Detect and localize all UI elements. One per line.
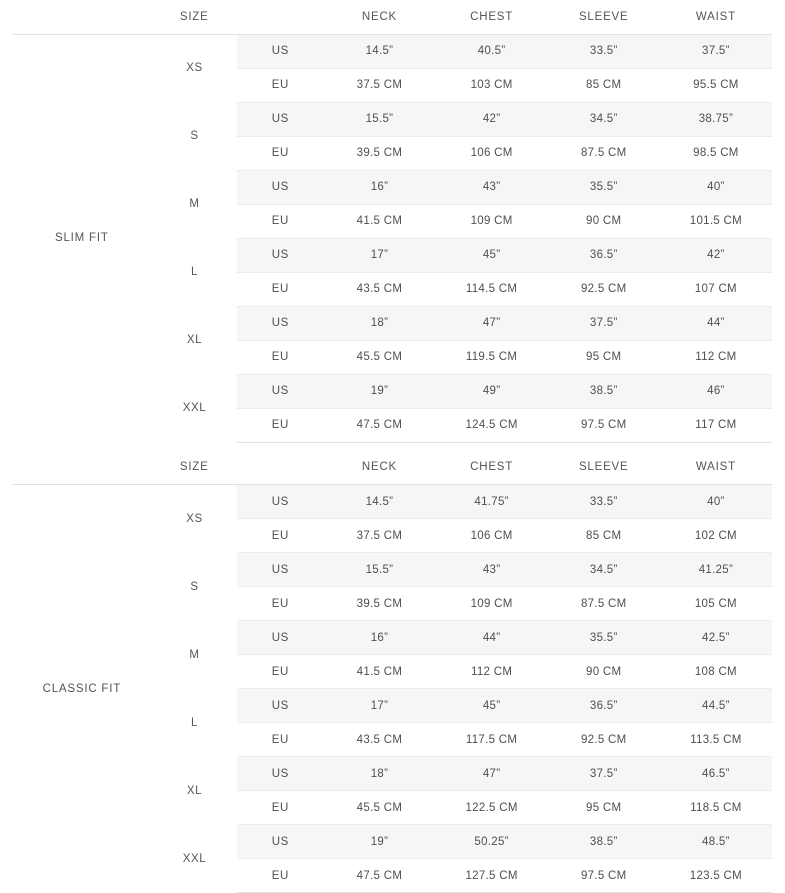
chest-value: 127.5 CM bbox=[436, 859, 548, 893]
sleeve-value: 33.5” bbox=[548, 485, 660, 519]
neck-value: 17” bbox=[323, 238, 435, 272]
chest-value: 42” bbox=[436, 102, 548, 136]
sleeve-value: 92.5 CM bbox=[548, 723, 660, 757]
waist-value: 44” bbox=[660, 306, 772, 340]
sleeve-value: 90 CM bbox=[548, 655, 660, 689]
unit-cell: EU bbox=[237, 655, 323, 689]
neck-value: 47.5 CM bbox=[323, 408, 435, 442]
chest-value: 117.5 CM bbox=[436, 723, 548, 757]
sleeve-value: 34.5” bbox=[548, 102, 660, 136]
size-label: XS bbox=[151, 485, 237, 553]
sleeve-value: 97.5 CM bbox=[548, 408, 660, 442]
table-header-row bbox=[13, 451, 772, 485]
column-header: SLEEVE bbox=[548, 451, 660, 485]
neck-value: 17” bbox=[323, 689, 435, 723]
table-header-row bbox=[13, 0, 772, 34]
unit-cell: EU bbox=[237, 791, 323, 825]
waist-value: 118.5 CM bbox=[660, 791, 772, 825]
fit-label: CLASSIC FIT bbox=[13, 485, 151, 893]
chest-value: 43” bbox=[436, 170, 548, 204]
chest-value: 47” bbox=[436, 306, 548, 340]
chest-value: 124.5 CM bbox=[436, 408, 548, 442]
sleeve-value: 92.5 CM bbox=[548, 272, 660, 306]
waist-value: 101.5 CM bbox=[660, 204, 772, 238]
neck-value: 19” bbox=[323, 825, 435, 859]
chest-value: 45” bbox=[436, 689, 548, 723]
size-label: XL bbox=[151, 306, 237, 374]
chest-value: 103 CM bbox=[436, 68, 548, 102]
neck-value: 39.5 CM bbox=[323, 136, 435, 170]
waist-value: 48.5” bbox=[660, 825, 772, 859]
header-blank bbox=[237, 451, 323, 485]
chest-value: 114.5 CM bbox=[436, 272, 548, 306]
size-label: S bbox=[151, 102, 237, 170]
waist-value: 38.75” bbox=[660, 102, 772, 136]
neck-value: 47.5 CM bbox=[323, 859, 435, 893]
waist-value: 107 CM bbox=[660, 272, 772, 306]
unit-cell: EU bbox=[237, 408, 323, 442]
sleeve-value: 36.5” bbox=[548, 238, 660, 272]
unit-cell: US bbox=[237, 689, 323, 723]
sleeve-value: 33.5” bbox=[548, 34, 660, 68]
unit-cell: US bbox=[237, 757, 323, 791]
sleeve-value: 95 CM bbox=[548, 340, 660, 374]
chest-value: 41.75” bbox=[436, 485, 548, 519]
waist-value: 98.5 CM bbox=[660, 136, 772, 170]
unit-cell: EU bbox=[237, 204, 323, 238]
neck-value: 37.5 CM bbox=[323, 68, 435, 102]
fit-label: SLIM FIT bbox=[13, 34, 151, 442]
size-label: L bbox=[151, 689, 237, 757]
column-header: WAIST bbox=[660, 0, 772, 34]
waist-value: 40” bbox=[660, 170, 772, 204]
chest-value: 45” bbox=[436, 238, 548, 272]
column-header: NECK bbox=[323, 0, 435, 34]
unit-cell: US bbox=[237, 102, 323, 136]
neck-value: 41.5 CM bbox=[323, 655, 435, 689]
chest-value: 106 CM bbox=[436, 519, 548, 553]
neck-value: 16” bbox=[323, 621, 435, 655]
unit-cell: US bbox=[237, 553, 323, 587]
unit-cell: US bbox=[237, 825, 323, 859]
size-label: M bbox=[151, 621, 237, 689]
sleeve-value: 38.5” bbox=[548, 825, 660, 859]
size-label: S bbox=[151, 553, 237, 621]
sleeve-value: 95 CM bbox=[548, 791, 660, 825]
unit-cell: US bbox=[237, 306, 323, 340]
table-row bbox=[13, 34, 772, 68]
unit-cell: US bbox=[237, 170, 323, 204]
waist-value: 105 CM bbox=[660, 587, 772, 621]
sleeve-value: 37.5” bbox=[548, 757, 660, 791]
neck-value: 19” bbox=[323, 374, 435, 408]
size-chart-table bbox=[13, 0, 772, 443]
column-header: CHEST bbox=[436, 451, 548, 485]
size-label: M bbox=[151, 170, 237, 238]
unit-cell: EU bbox=[237, 136, 323, 170]
unit-cell: EU bbox=[237, 723, 323, 757]
neck-value: 37.5 CM bbox=[323, 519, 435, 553]
neck-value: 14.5” bbox=[323, 34, 435, 68]
sleeve-value: 34.5” bbox=[548, 553, 660, 587]
sleeve-value: 97.5 CM bbox=[548, 859, 660, 893]
unit-cell: EU bbox=[237, 519, 323, 553]
sleeve-value: 38.5” bbox=[548, 374, 660, 408]
unit-cell: US bbox=[237, 238, 323, 272]
sleeve-value: 35.5” bbox=[548, 621, 660, 655]
neck-value: 45.5 CM bbox=[323, 791, 435, 825]
unit-cell: EU bbox=[237, 272, 323, 306]
neck-value: 43.5 CM bbox=[323, 723, 435, 757]
chest-value: 106 CM bbox=[436, 136, 548, 170]
neck-value: 15.5” bbox=[323, 102, 435, 136]
header-blank bbox=[13, 0, 151, 34]
unit-cell: US bbox=[237, 621, 323, 655]
unit-cell: EU bbox=[237, 68, 323, 102]
waist-value: 113.5 CM bbox=[660, 723, 772, 757]
waist-value: 95.5 CM bbox=[660, 68, 772, 102]
chest-value: 112 CM bbox=[436, 655, 548, 689]
waist-value: 44.5” bbox=[660, 689, 772, 723]
waist-value: 42.5” bbox=[660, 621, 772, 655]
sleeve-value: 36.5” bbox=[548, 689, 660, 723]
neck-value: 39.5 CM bbox=[323, 587, 435, 621]
unit-cell: US bbox=[237, 34, 323, 68]
unit-cell: EU bbox=[237, 340, 323, 374]
size-label: XXL bbox=[151, 374, 237, 442]
unit-cell: US bbox=[237, 485, 323, 519]
chest-value: 109 CM bbox=[436, 587, 548, 621]
size-label: L bbox=[151, 238, 237, 306]
waist-value: 41.25” bbox=[660, 553, 772, 587]
neck-value: 16” bbox=[323, 170, 435, 204]
unit-cell: EU bbox=[237, 587, 323, 621]
waist-value: 46.5” bbox=[660, 757, 772, 791]
neck-value: 41.5 CM bbox=[323, 204, 435, 238]
chest-value: 43” bbox=[436, 553, 548, 587]
size-label: XS bbox=[151, 34, 237, 102]
column-header: CHEST bbox=[436, 0, 548, 34]
sleeve-value: 90 CM bbox=[548, 204, 660, 238]
sleeve-value: 35.5” bbox=[548, 170, 660, 204]
sleeve-value: 87.5 CM bbox=[548, 136, 660, 170]
table-row bbox=[13, 485, 772, 519]
chest-value: 50.25” bbox=[436, 825, 548, 859]
waist-value: 123.5 CM bbox=[660, 859, 772, 893]
sleeve-value: 87.5 CM bbox=[548, 587, 660, 621]
size-label: XL bbox=[151, 757, 237, 825]
chest-value: 47” bbox=[436, 757, 548, 791]
waist-value: 117 CM bbox=[660, 408, 772, 442]
chest-value: 119.5 CM bbox=[436, 340, 548, 374]
neck-value: 18” bbox=[323, 306, 435, 340]
column-header: NECK bbox=[323, 451, 435, 485]
column-header: SIZE bbox=[151, 0, 237, 34]
chest-value: 122.5 CM bbox=[436, 791, 548, 825]
header-blank bbox=[237, 0, 323, 34]
sleeve-value: 85 CM bbox=[548, 68, 660, 102]
sleeve-value: 37.5” bbox=[548, 306, 660, 340]
waist-value: 46” bbox=[660, 374, 772, 408]
neck-value: 15.5” bbox=[323, 553, 435, 587]
neck-value: 18” bbox=[323, 757, 435, 791]
sleeve-value: 85 CM bbox=[548, 519, 660, 553]
chest-value: 40.5” bbox=[436, 34, 548, 68]
waist-value: 108 CM bbox=[660, 655, 772, 689]
neck-value: 14.5” bbox=[323, 485, 435, 519]
waist-value: 112 CM bbox=[660, 340, 772, 374]
chest-value: 44” bbox=[436, 621, 548, 655]
size-label: XXL bbox=[151, 825, 237, 893]
size-chart-table bbox=[13, 451, 772, 893]
neck-value: 43.5 CM bbox=[323, 272, 435, 306]
column-header: SLEEVE bbox=[548, 0, 660, 34]
unit-cell: EU bbox=[237, 859, 323, 893]
unit-cell: US bbox=[237, 374, 323, 408]
waist-value: 42” bbox=[660, 238, 772, 272]
chest-value: 109 CM bbox=[436, 204, 548, 238]
header-blank bbox=[13, 451, 151, 485]
neck-value: 45.5 CM bbox=[323, 340, 435, 374]
waist-value: 40” bbox=[660, 485, 772, 519]
column-header: SIZE bbox=[151, 451, 237, 485]
chest-value: 49” bbox=[436, 374, 548, 408]
column-header: WAIST bbox=[660, 451, 772, 485]
waist-value: 102 CM bbox=[660, 519, 772, 553]
waist-value: 37.5” bbox=[660, 34, 772, 68]
